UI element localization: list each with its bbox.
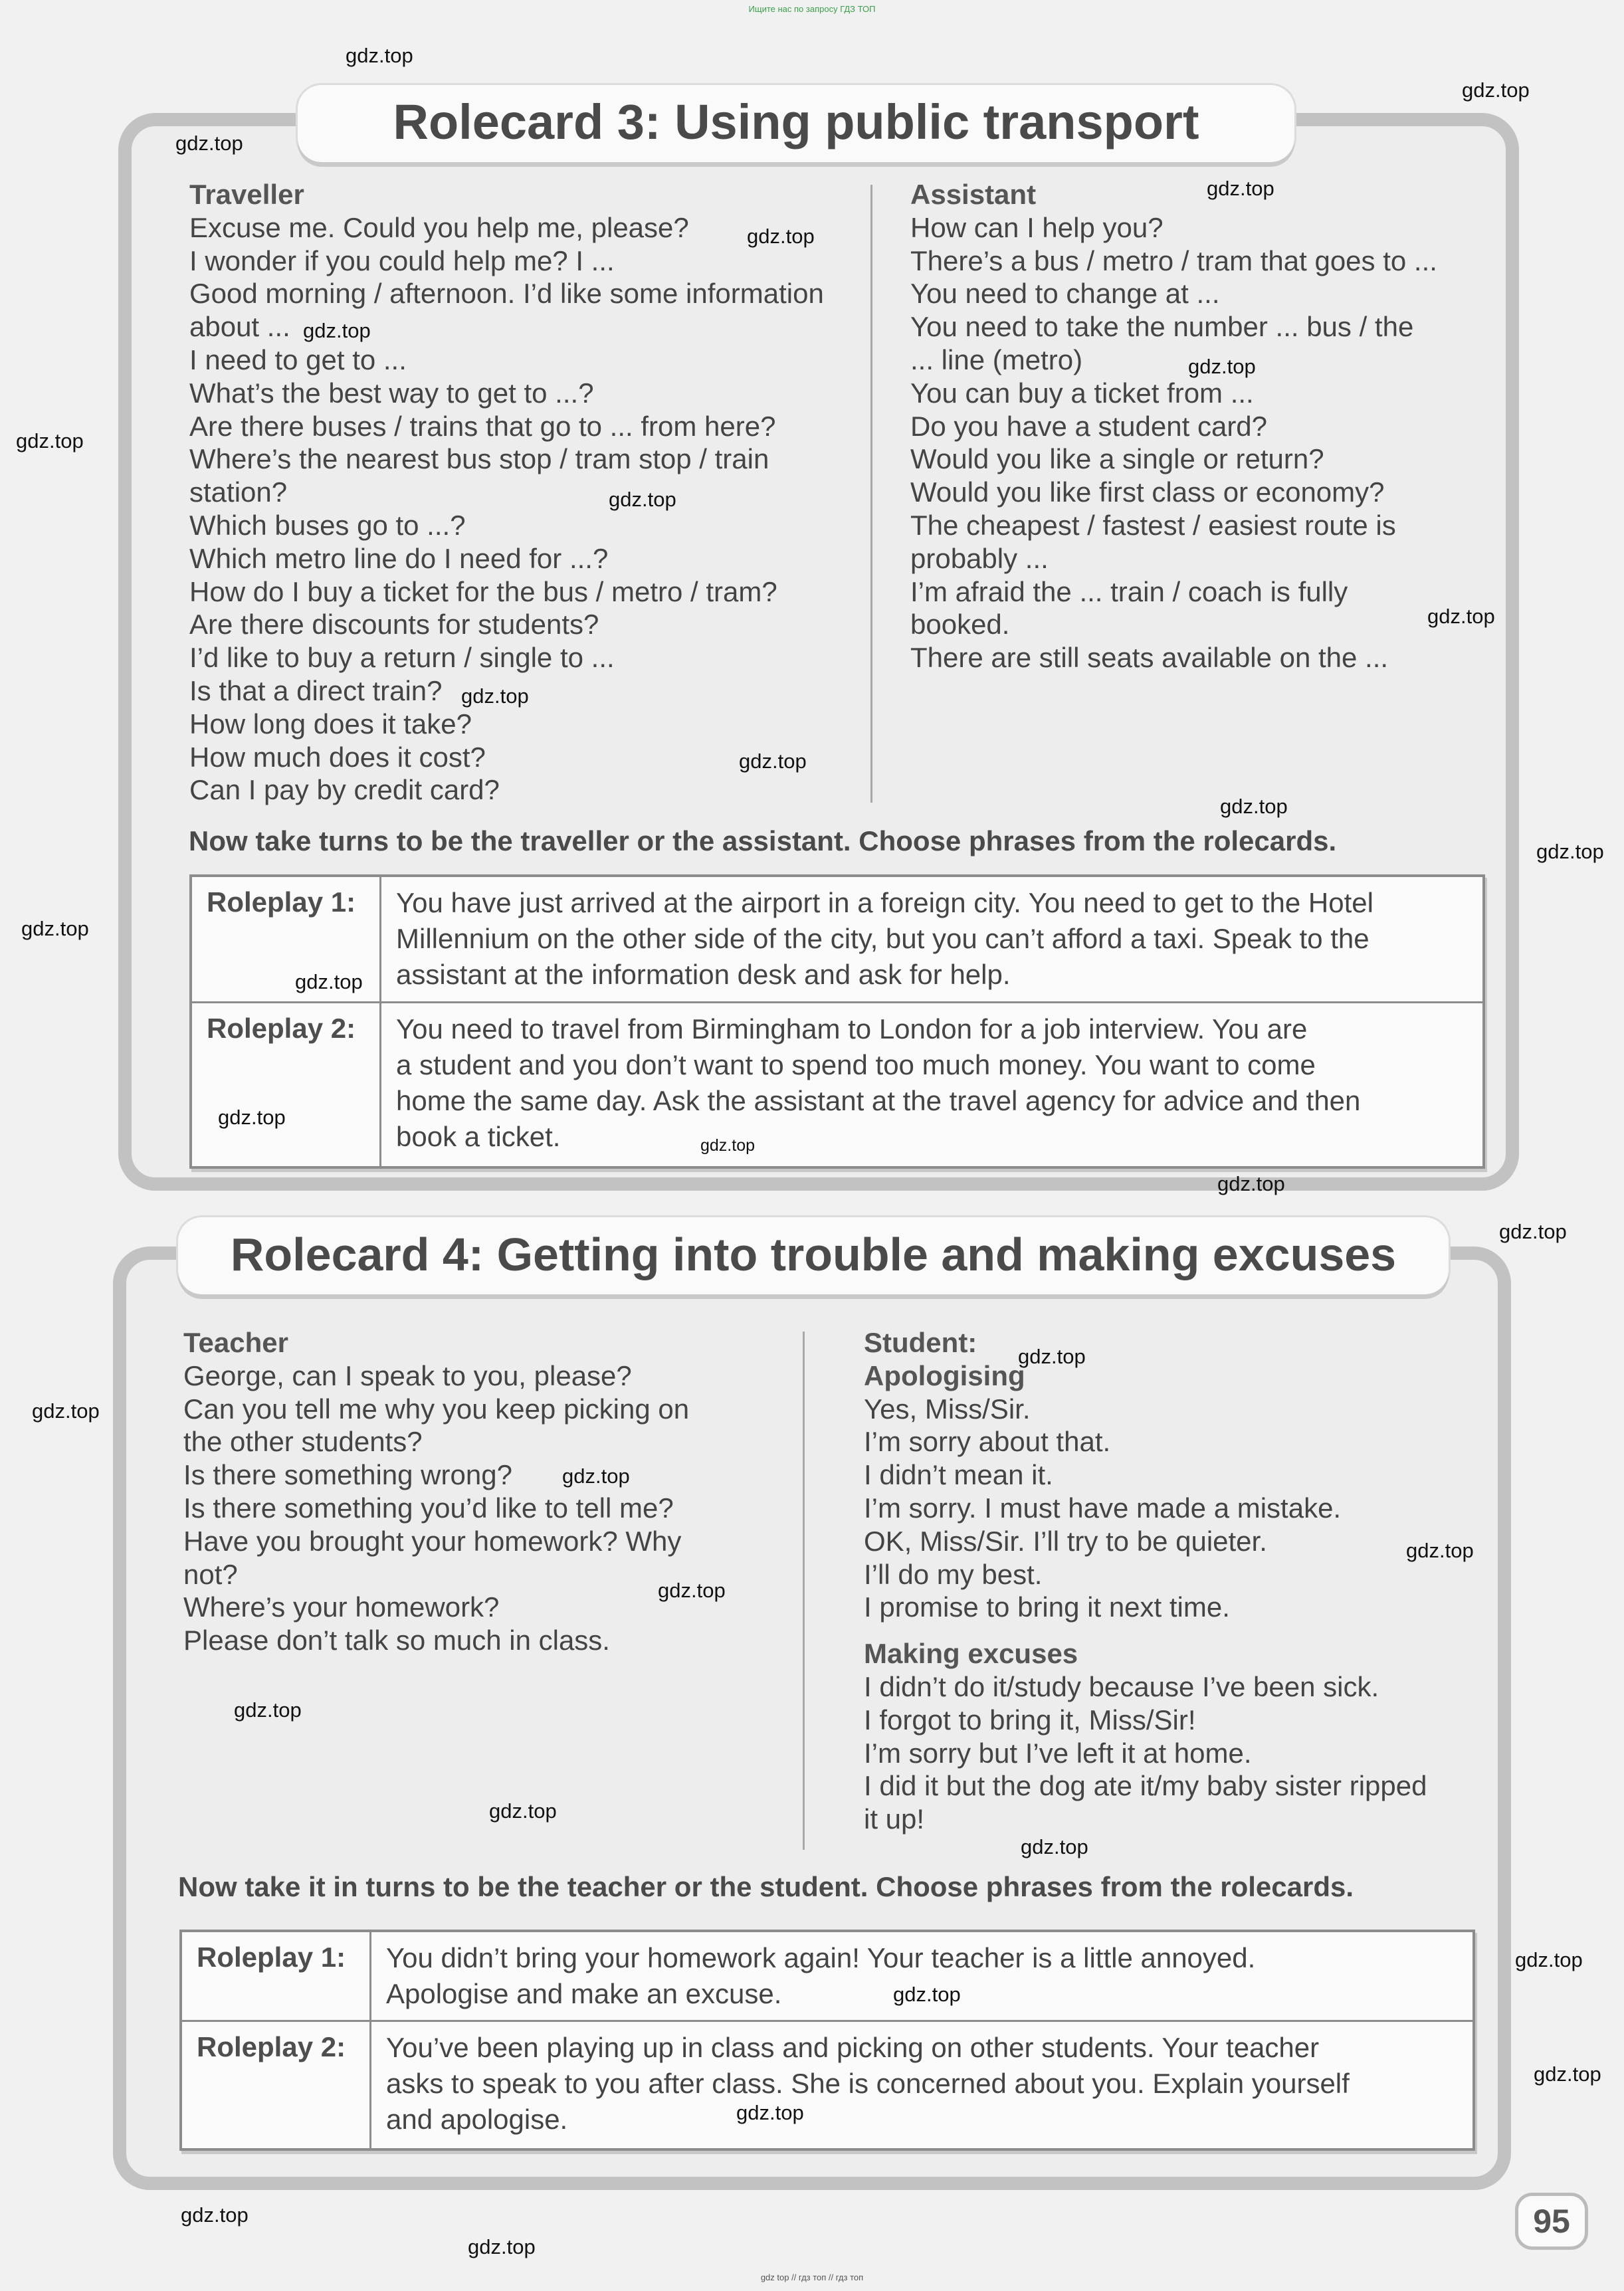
- roleplay-line: You didn’t bring your homework again! Your teacher is a little annoyed.: [386, 1942, 1256, 1973]
- watermark: gdz.top: [736, 2101, 804, 2124]
- traveller-phrase: Which buses go to ...?: [189, 509, 466, 541]
- assistant-phrase: There’s a bus / metro / tram that goes to ...: [910, 245, 1437, 276]
- assistant-phrase: I’m afraid the ... train / coach is fully: [910, 575, 1348, 607]
- roleplay-label: Roleplay 1:: [192, 877, 381, 1001]
- assistant-phrase: You can buy a ticket from ...: [910, 377, 1254, 409]
- roleplay-text: [381, 1003, 1367, 1166]
- teacher-phrase: George, can I speak to you, please?: [183, 1359, 632, 1391]
- rolecard-3-roleplay-table: [189, 874, 1485, 1169]
- column-divider: [870, 185, 872, 803]
- assistant-phrase: You need to take the number ... bus / the: [910, 311, 1414, 343]
- assistant-column: [910, 178, 1437, 674]
- roleplay-line: You’ve been playing up in class and picking on other students. Your teacher: [386, 2032, 1320, 2063]
- watermark: gdz.top: [747, 225, 815, 248]
- watermark: gdz.top: [739, 749, 807, 773]
- roleplay-text: [381, 877, 1380, 1001]
- watermark: gdz.top: [1021, 1835, 1088, 1858]
- assistant-phrase: Do you have a student card?: [910, 410, 1268, 442]
- excuse-phrase: it up!: [864, 1803, 925, 1835]
- roleplay-label: Roleplay 1:: [182, 1932, 371, 2020]
- assistant-heading: Assistant: [910, 179, 1037, 210]
- assistant-phrase: Would you like first class or economy?: [910, 476, 1385, 508]
- watermark: gdz.top: [489, 1799, 557, 1823]
- assistant-phrase: The cheapest / fastest / easiest route is: [910, 509, 1396, 541]
- roleplay-label: Roleplay 2:: [192, 1003, 381, 1166]
- watermark: gdz.top: [562, 1464, 630, 1488]
- roleplay-line: assistant at the information desk and ask for help.: [396, 959, 1011, 990]
- watermark: gdz.top: [1462, 78, 1530, 102]
- traveller-phrase: How long does it take?: [189, 708, 472, 740]
- rolecard-3-title: Rolecard 3: Using public transport: [298, 85, 1294, 162]
- watermark: gdz.top: [1515, 1948, 1583, 1971]
- assistant-phrase: There are still seats available on the ...: [910, 642, 1389, 674]
- watermark: gdz.top: [218, 1106, 286, 1129]
- apology-phrase: OK, Miss/Sir. I’ll try to be quieter.: [864, 1525, 1267, 1557]
- teacher-phrase: not?: [183, 1558, 238, 1590]
- top-note: Ищите нас по запросу ГДЗ ТОП: [748, 4, 876, 14]
- watermark: gdz.top: [1536, 840, 1604, 863]
- watermark: gdz.top: [1217, 1172, 1285, 1195]
- excuse-phrase: I forgot to bring it, Miss/Sir!: [864, 1704, 1196, 1736]
- traveller-phrase: Excuse me. Could you help me, please?: [189, 211, 689, 243]
- student-column: [864, 1326, 1427, 1836]
- apology-phrase: Yes, Miss/Sir.: [864, 1393, 1031, 1425]
- watermark: gdz.top: [346, 44, 413, 67]
- teacher-heading: Teacher: [183, 1327, 288, 1358]
- watermark: gdz.top: [175, 132, 243, 155]
- traveller-column: [189, 178, 824, 807]
- roleplay-line: a student and you don’t want to spend too much money. You want to come: [396, 1049, 1316, 1080]
- teacher-phrase: Is there something you’d like to tell me?: [183, 1492, 674, 1524]
- assistant-phrase: probably ...: [910, 542, 1049, 574]
- roleplay-text: [371, 2022, 1356, 2148]
- assistant-phrase: ... line (metro): [910, 344, 1083, 375]
- rolecard-4-instruction: Now take it in turns to be the teacher or the student. Choose phrases from the rolecards.: [178, 1871, 1354, 1902]
- watermark: gdz.top: [1427, 605, 1495, 628]
- traveller-phrase: Can I pay by credit card?: [189, 774, 500, 806]
- watermark: gdz.top: [295, 970, 363, 993]
- assistant-phrase: booked.: [910, 609, 1010, 641]
- roleplay-line: You have just arrived at the airport in a foreign city. You need to get to the Hotel: [396, 887, 1373, 918]
- traveller-phrase: Are there buses / trains that go to ... from here?: [189, 410, 776, 442]
- bottom-note: gdz top // гдз топ // гдз топ: [760, 2272, 864, 2282]
- apology-phrase: I didn’t mean it.: [864, 1459, 1053, 1491]
- traveller-phrase: I need to get to ...: [189, 344, 407, 375]
- teacher-phrase: Where’s your homework?: [183, 1591, 500, 1623]
- teacher-column: [183, 1326, 689, 1657]
- roleplay-line: book a ticket.: [396, 1121, 561, 1152]
- roleplay-row: [192, 877, 1482, 1003]
- watermark: gdz.top: [658, 1579, 726, 1602]
- watermark: gdz.top: [16, 429, 84, 452]
- traveller-phrase: Is that a direct train?: [189, 674, 443, 706]
- traveller-phrase: about ...: [189, 311, 290, 343]
- apology-phrase: I’ll do my best.: [864, 1558, 1043, 1590]
- excuse-phrase: I’m sorry but I’ve left it at home.: [864, 1737, 1252, 1769]
- roleplay-text: [371, 1932, 1262, 2020]
- watermark: gdz.top: [303, 319, 371, 342]
- watermark: gdz.top: [1018, 1345, 1086, 1368]
- roleplay-line: Millennium on the other side of the city, but you can’t afford a taxi. Speak to the: [396, 923, 1370, 954]
- teacher-phrase: Is there something wrong?: [183, 1459, 512, 1491]
- roleplay-line: home the same day. Ask the assistant at the travel agency for advice and then: [396, 1085, 1361, 1116]
- traveller-phrase: I’d like to buy a return / single to ...: [189, 642, 615, 674]
- traveller-phrase: Where’s the nearest bus stop / tram stop / train: [189, 443, 769, 475]
- teacher-phrase: Please don’t talk so much in class.: [183, 1625, 610, 1656]
- traveller-phrase: Which metro line do I need for ...?: [189, 542, 609, 574]
- apology-phrase: I promise to bring it next time.: [864, 1591, 1230, 1623]
- roleplay-row: [192, 1003, 1482, 1166]
- watermark: gdz.top: [181, 2203, 249, 2227]
- traveller-phrase: station?: [189, 476, 288, 508]
- assistant-phrase: You need to change at ...: [910, 278, 1220, 310]
- roleplay-line: and apologise.: [386, 2104, 568, 2135]
- watermark: gdz.top: [21, 917, 89, 940]
- watermark: gdz.top: [1534, 2062, 1601, 2086]
- page-number: 95: [1515, 2193, 1588, 2250]
- assistant-phrase: How can I help you?: [910, 211, 1164, 243]
- watermark: gdz.top: [609, 488, 676, 511]
- excuse-phrase: I did it but the dog ate it/my baby sister ripped: [864, 1770, 1427, 1802]
- watermark: gdz.top: [468, 2235, 536, 2258]
- traveller-phrase: Are there discounts for students?: [189, 609, 599, 641]
- roleplay-row: [182, 1932, 1472, 2022]
- rolecard-3-instruction: Now take turns to be the traveller or the assistant. Choose phrases from the rolecards.: [189, 825, 1337, 856]
- watermark: gdz.top: [32, 1399, 100, 1423]
- roleplay-label: Roleplay 2:: [182, 2022, 371, 2148]
- apologising-heading: Apologising: [864, 1359, 1025, 1391]
- apology-phrase: I’m sorry. I must have made a mistake.: [864, 1492, 1342, 1524]
- rolecard-4-roleplay-table: [179, 1930, 1475, 2151]
- watermark: gdz.top: [1220, 795, 1288, 818]
- roleplay-row: [182, 2022, 1472, 2148]
- traveller-phrase: What’s the best way to get to ...?: [189, 377, 594, 409]
- excuses-heading: Making excuses: [864, 1638, 1078, 1670]
- watermark: gdz.top: [1188, 355, 1256, 378]
- watermark: gdz.top: [1207, 177, 1274, 200]
- traveller-phrase: I wonder if you could help me? I ...: [189, 245, 615, 276]
- watermark: gdz.top: [893, 1983, 961, 2006]
- watermark: gdz.top: [234, 1698, 302, 1722]
- traveller-phrase: How do I buy a ticket for the bus / metro / tram?: [189, 575, 777, 607]
- roleplay-line: You need to travel from Birmingham to London for a job interview. You are: [396, 1013, 1308, 1045]
- student-heading: Student:: [864, 1327, 977, 1358]
- teacher-phrase: Have you brought your homework? Why: [183, 1525, 682, 1557]
- excuse-phrase: I didn’t do it/study because I’ve been sick.: [864, 1670, 1379, 1702]
- roleplay-line: Apologise and make an excuse.: [386, 1978, 782, 2009]
- teacher-phrase: Can you tell me why you keep picking on: [183, 1393, 690, 1425]
- watermark: gdz.top: [1406, 1539, 1474, 1562]
- watermark: gdz.top: [1499, 1220, 1567, 1243]
- traveller-heading: Traveller: [189, 179, 304, 210]
- rolecard-4-title: Rolecard 4: Getting into trouble and making excuses: [178, 1217, 1449, 1294]
- traveller-phrase: Good morning / afternoon. I’d like some information: [189, 278, 824, 310]
- roleplay-line: asks to speak to you after class. She is concerned about you. Explain yourself: [386, 2068, 1350, 2099]
- watermark: gdz.top: [700, 1136, 756, 1155]
- teacher-phrase: the other students?: [183, 1426, 423, 1458]
- assistant-phrase: Would you like a single or return?: [910, 443, 1324, 475]
- watermark: gdz.top: [461, 684, 529, 708]
- column-divider: [803, 1332, 805, 1850]
- apology-phrase: I’m sorry about that.: [864, 1426, 1111, 1458]
- traveller-phrase: How much does it cost?: [189, 741, 486, 773]
